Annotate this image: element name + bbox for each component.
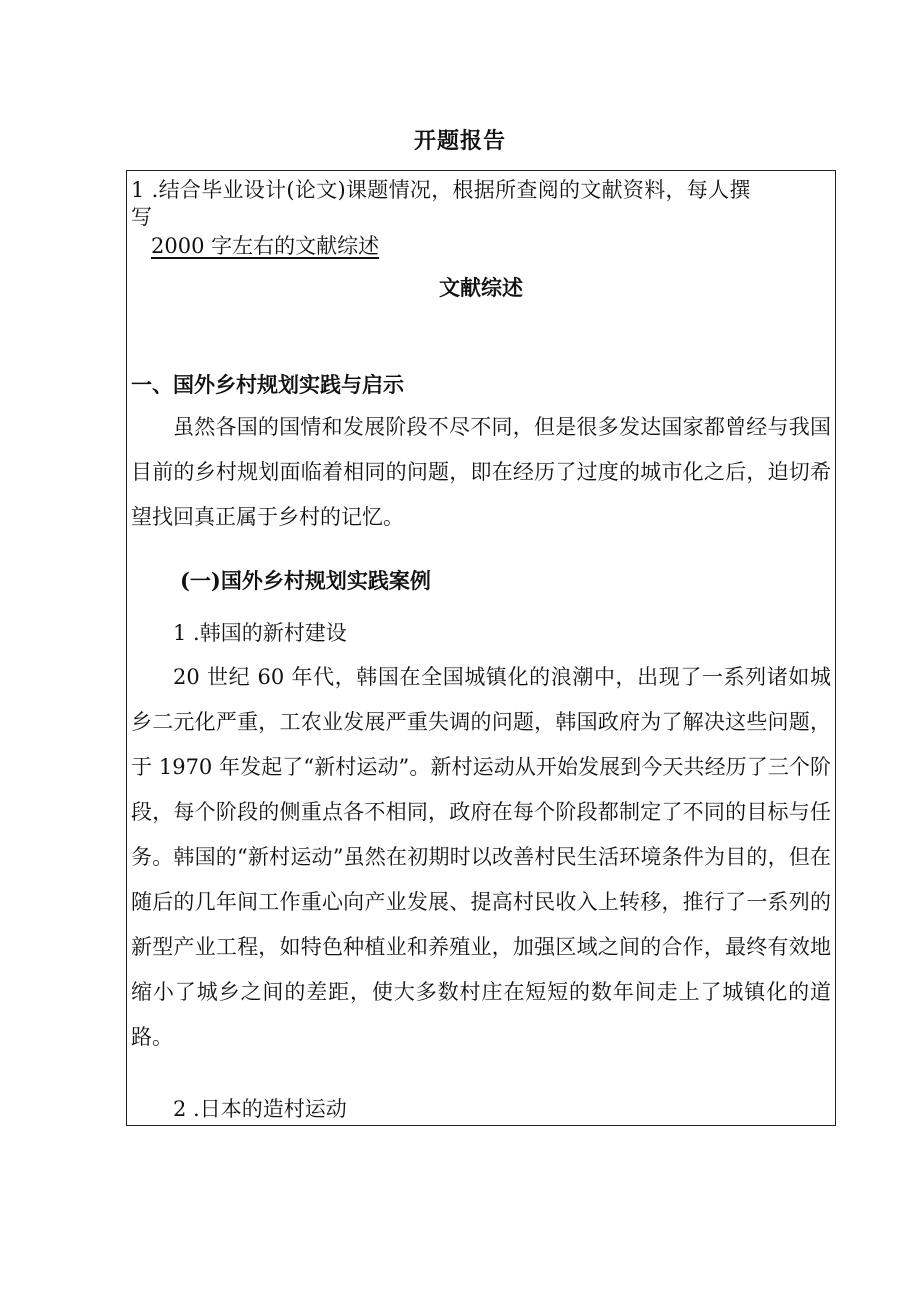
item-title-next: 2 .日本的造村运动 bbox=[173, 1097, 347, 1121]
section-title: 一、国外乡村规划实践与启示 bbox=[131, 372, 404, 397]
section-heading: 文献综述 bbox=[439, 275, 523, 300]
page-title: 开题报告 bbox=[413, 128, 506, 154]
prompt-line-1: 1 .结合毕业设计(论文)课题情况，根据所查阅的文献资料，每人撰 bbox=[131, 178, 751, 202]
prompt-line-3: 2000 字左右的文献综述 bbox=[151, 234, 380, 258]
prompt-line-2: 写 bbox=[131, 205, 152, 229]
item-paragraph: 20 世纪 60 年代，韩国在全国城镇化的浪潮中，出现了一系列诸如城乡二元化严重，工农业发展严重失调的问题，韩国政府为了解决这些问题，于 1970 年发起了“新村运动”。新村运动从开始发展到今天共经历了三个阶段，每个阶段的侧重点各不相同，政府在每个阶段都制定了不同的目标与任务。韩国的“新村运动”虽然在初期时以改善村民生活环境条件为目的，但在随后的几年间工作重心向产业发展、提高村民收入上转移，推行了一系列的新型产业工程，如特色种植业和养殖业，加强区域之间的合作，最终有效地缩小了城乡之间的差距，使大多数村庄在短短的数年间走上了城镇化的道路。 bbox=[131, 665, 831, 1049]
subsection-title: (一)国外乡村规划实践案例 bbox=[180, 568, 431, 593]
item-title: 1 .韩国的新村建设 bbox=[173, 621, 347, 645]
section-paragraph: 虽然各国的国情和发展阶段不尽不同，但是很多发达国家都曾经与我国目前的乡村规划面临着相同的问题，即在经历了过度的城市化之后，迫切希望找回真正属于乡村的记忆。 bbox=[131, 415, 831, 529]
